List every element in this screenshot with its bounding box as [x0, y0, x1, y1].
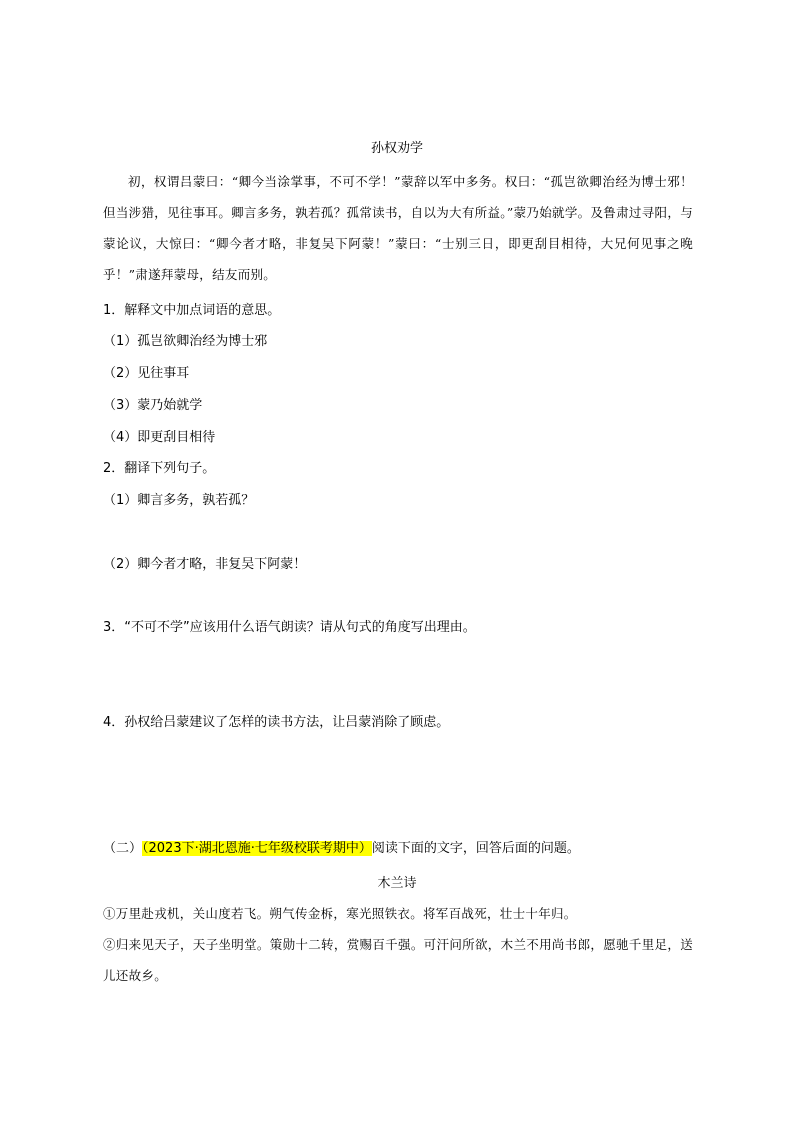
question-1-item-2: （2）见往事耳	[103, 366, 190, 381]
section-2-instruction: 阅读下面的文字，回答后面的问题。	[371, 841, 580, 856]
section-2-heading	[103, 837, 580, 856]
question-1-item-4: （4）即更刮目相待	[103, 430, 216, 445]
question-1-item-1: （1）孤岂欲卿治经为博士邪	[103, 334, 268, 349]
poem-title: 木兰诗	[377, 876, 417, 891]
question-3: 3．“不可不学”应该用什么语气朗读？请从句式的角度写出理由。	[103, 620, 476, 635]
question-2: 2．翻译下列句子。	[103, 461, 216, 476]
question-4: 4．孙权给吕蒙建议了怎样的读书方法，让吕蒙消除了顾虑。	[103, 715, 450, 730]
poem-paragraph-2: ②归来见天子，天子坐明堂。策勋十二转，赏赐百千强。可汗问所欲，木兰不用尚书郎，愿驰千里足，送儿还故乡。	[103, 937, 693, 983]
section-2-prefix: （二）	[103, 841, 143, 856]
question-2-item-2: （2）卿今者才略，非复吴下阿蒙！	[103, 557, 307, 572]
question-1-item-3: （3）蒙乃始就学	[103, 398, 203, 413]
source-highlight: （2023下·湖北恩施·七年级校联考期中）	[142, 841, 372, 856]
question-1: 1．解释文中加点词语的意思。	[103, 303, 281, 318]
question-2-item-1: （1）卿言多务，孰若孤？	[103, 493, 255, 508]
poem-paragraph-1: ①万里赴戎机，关山度若飞。朔气传金柝，寒光照铁衣。将军百战死，壮士十年归。	[103, 906, 577, 921]
passage-title: 孙权劝学	[370, 141, 423, 156]
passage-text: 初，权谓吕蒙曰：“卿今当涂掌事，不可不学！”蒙辞以军中多务。权曰：“孤岂欲卿治经为博士邪！但当涉猎，见往事耳。卿言多务，孰若孤？孤常读书，自以为大有所益。”蒙乃始就学。及鲁肃过寻阳，与蒙论议，大惊曰：“卿今者才略，非复吴下阿蒙！”蒙曰：“士别三日，即更刮目相待，大兄何见事之晚乎！”肃遂拜蒙母，结友而别。	[103, 174, 693, 282]
